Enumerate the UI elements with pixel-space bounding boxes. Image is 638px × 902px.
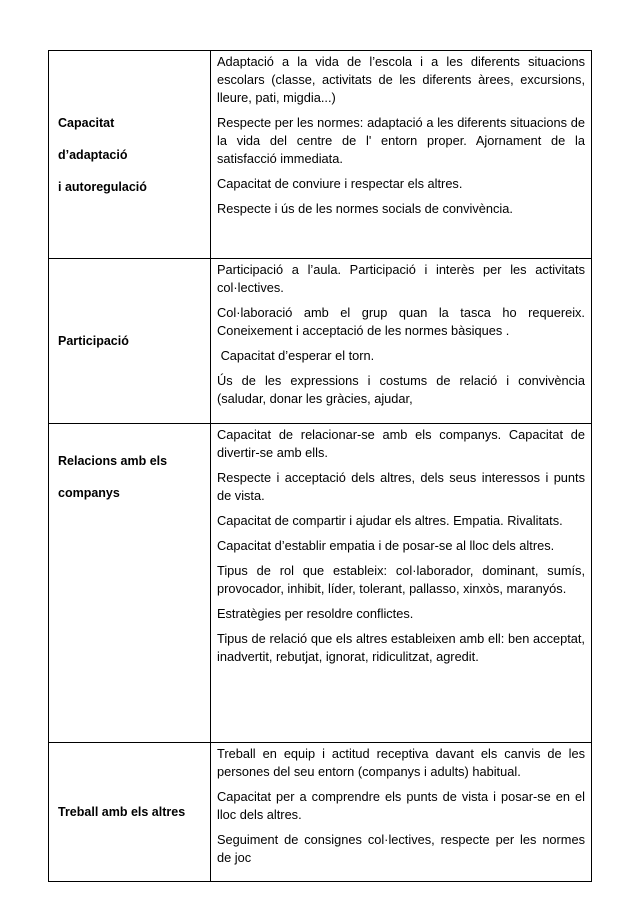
criteria-table [48,50,592,882]
row-content [211,259,592,424]
content-item: Ús de les expressions i costums de relació i convivència (saludar, donar les gràcies, ajudar, [217,373,585,406]
content-item: Respecte i ús de les normes socials de convivència. [217,201,513,216]
row-label-line: Treball amb els altres [58,805,186,819]
row-content [211,51,592,259]
content-item: Capacitat de conviure i respectar els altres. [217,176,463,191]
table-row [49,259,592,424]
content-item: Participació a l’aula. Participació i interès per les activitats col·lectives. [217,262,585,295]
row-label [49,743,211,882]
content-item: Respecte per les normes: adaptació a les diferents situacions de la vida del centre de l' entorn proper. Ajornament de la satisfacció immediata. [217,115,585,166]
content-item: Respecte i acceptació dels altres, dels seus interessos i punts de vista. [217,470,585,503]
content-item: Capacitat d’establir empatia i de posar-se al lloc dels altres. [217,538,555,553]
row-label-line: i autoregulació [58,179,147,194]
table-row [49,424,592,743]
content-item: Capacitat d’esperar el torn. [217,348,375,363]
row-content [211,743,592,882]
table-row [49,51,592,259]
row-label-line: Capacitat [58,115,115,130]
content-item: Adaptació a la vida de l’escola i a les diferents situacions escolars (classe, activitats de les diferents àrees, excursions, lleure, pati, migdia...) [217,54,585,105]
content-item: Capacitat per a comprendre els punts de vista i posar-se en el lloc dels altres. [217,789,585,822]
row-label-line: Relacions amb els [58,454,168,468]
row-label-line: companys [58,486,120,500]
content-item: Tipus de relació que els altres estableixen amb ell: ben acceptat, inadvertit, rebutjat, ignorat, ridiculitzat, agredit. [217,631,585,664]
row-label [49,259,211,424]
content-item: Seguiment de consignes col·lectives, respecte per les normes de joc [217,832,585,865]
row-label-line: Participació [58,334,129,348]
content-item: Tipus de rol que estableix: col·laborador, dominant, sumís, provocador, inhibit, líder, tolerant, pallasso, xinxòs, maranyós. [217,563,585,596]
content-item: Capacitat de compartir i ajudar els altres. Empatia. Rivalitats. [217,513,563,528]
content-item: Col·laboració amb el grup quan la tasca ho requereix. Coneixement i acceptació de les normes bàsiques . [217,305,585,338]
content-item: Treball en equip i actitud receptiva davant els canvis de les persones del seu entorn (companys i adults) habitual. [217,746,585,779]
row-label-line: d’adaptació [58,147,128,162]
row-label [49,424,211,743]
table-row [49,743,592,882]
content-item: Capacitat de relacionar-se amb els companys. Capacitat de divertir-se amb ells. [217,427,585,460]
row-content [211,424,592,743]
content-item: Estratègies per resoldre conflictes. [217,606,414,621]
row-label [49,51,211,259]
